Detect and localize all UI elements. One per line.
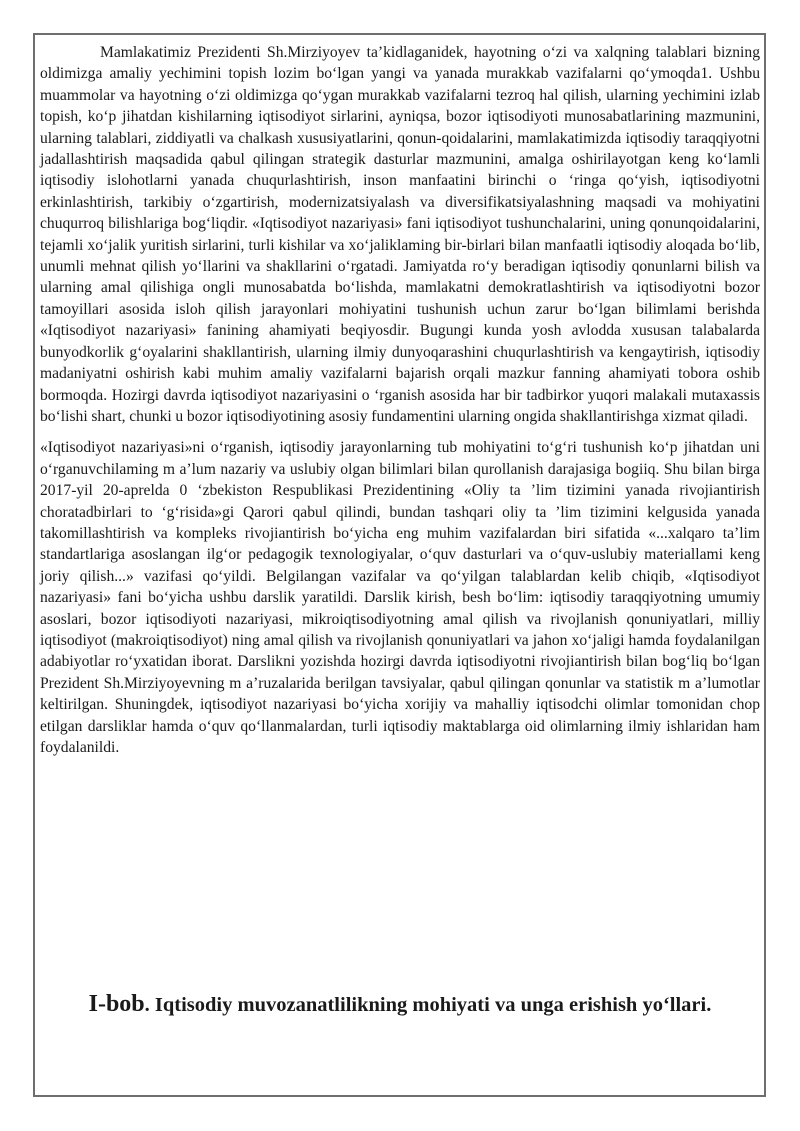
document-body [40, 42, 760, 758]
intro-paragraph: Mamlakatimiz Prezidenti Sh.Mirziyoyev ta’kidlaganidek, hayotning o‘zi va xalqning talablari bizning oldimizga amaliy yechimini topish lozim bo‘lgan yangi va yanada murakkab vazifalarni qo‘ymoqda1. Ushbu muammolar va hayotning o‘zi oldimizga qo‘ygan murakkab vazifalarni tezroq hal qilish, ularning yechimini izlab topish, ko‘p jihatdan kishilarning iqtisodiyot sirlarini, ayniqsa, bozor iqtisodiyoti munosabatlarining mazmunini, ularning talablari, ziddiyatli va chalkash xususiyatlarini, qonun-qoidalarini, mamlakatimizda iqtisodiy taraqqiyotni jadallashtirish maqsadida qabul qilingan strategik dasturlar mazmunini, amalga oshirilayotgan keng ko‘lamli iqtisodiy islohotlarni yanada chuqurlashtirish, inson manfaatini birinchi o ‘ringa qo‘yish, iqtisodiyotni erkinlashtirish, tarkibiy o‘zgartirish, modernizatsiyalash va diversifikatsiyalashning maqsadi va mohiyatini chuqurroq bilishlariga bog‘liqdir. «Iqtisodiyot nazariyasi» fani iqtisodiyot tushunchalarini, uning qonunqoidalarini, tejamli xo‘jalik yuritish sirlarini, turli kishilar va xo‘jaliklaming bir-birlari bilan manfaatli iqtisodiy aloqada bo‘lib, unumli mehnat qilish yo‘llarini va shakllarini o‘rgatadi. Jamiyatda ro‘y beradigan iqtisodiy qonunlarni bilish va ularning amal qilishiga ongli munosabatda bo‘lishda, mamlakatni demokratlashtirish va iqtisodiyotni bozor tamoyillari asosida isloh qilish jarayonlari mohiyatini tushunish uchun zarur bo‘lgan bilimlami berishda «Iqtisodiyot nazariyasi» fanining ahamiyati beqiyosdir. Bugungi kunda yosh avlodda xususan talabalarda bunyodkorlik g‘oyalarini shakllantirish, ularning ilmiy dunyoqarashini chuqurlashtirish va kengaytirish, iqtisodiy madaniyatni oshirish kabi muhim amaliy vazifalarni bajarish orqali mazkur fanning ahamiyati tobora oshib bormoqda. Hozirgi davrda iqtisodiyot nazariyasini o ‘rganish asosida har bir tadbirkor yuqori malakali mutaxassis bo‘lishi shart, chunki u bozor iqtisodiyotining asosiy fundamentini ularning ongida shakllantirishga xizmat qiladi. [40, 44, 760, 425]
chapter-title: . Iqtisodiy muvozanatlilikning mohiyati va unga erishish yo‘llari. [144, 994, 712, 1016]
chapter-label: I-bob [88, 991, 145, 1017]
textbook-overview-paragraph: «Iqtisodiyot nazariyasi»ni o‘rganish, iqtisodiy jarayonlarning tub mohiyatini to‘g‘ri tushunish ko‘p jihatdan uni o‘rganuvchilaming m a’lum nazariy va uslubiy olgan bilimlari bilan qurollanish darajasiga bogiiq. Shu bilan birga 2017-yil 20-aprelda 0 ‘zbekiston Respublikasi Prezidentining «Oliy ta ’lim tizimini yanada rivojiantirish choratadbirlari to ‘g‘risida»gi Qarori qabul qilindi, bundan tashqari oliy ta ’lim tizimini kelgusida yanada takomillashtirish va kompleks rivojiantirish bo‘yicha eng muhim vazifalardan biri sifatida «...xalqaro ta’lim standartlariga asoslangan ilg‘or pedagogik texnologiyalar, o‘quv dasturlari va o‘quv-uslubiy materiallami keng joriy qilish...» vazifasi qo‘yildi. Belgilangan vazifalar va qo‘yilgan talablardan kelib chiqib, «Iqtisodiyot nazariyasi» fani bo‘yicha ushbu darslik yaratildi. Darslik kirish, besh bo‘lim: iqtisodiy taraqqiyotning umumiy asoslari, bozor iqtisodiyoti nazariyasi, mikroiqtisodiyotning amal qilish va rivojlanish qonuniyatlari, milliy iqtisodiyot (makroiqtisodiyot) ning amal qilish va rivojlanish qonuniyatlari va jahon xo‘jaligi hamda foydalanilgan adabiyotlar ro‘yxatidan iborat. Darslikni yozishda hozirgi davrda iqtisodiyotni rivojiantirish bilan bog‘liq bo‘lgan Prezident Sh.Mirziyoyevning m a’ruzalarida berilgan tavsiyalar, qabul qilingan qonunlar va statistik m a’lumotlar keltirilgan. Shuningdek, iqtisodiyot nazariyasi bo‘yicha xorijiy va mahalliy iqtisodchi olimlar tomonidan chop etilgan darsliklar hamda o‘quv qo‘llanmalardan, turli iqtisodiy maktablarga oid olimlarning ilmiy ishlaridan ham foydalanildi. [40, 439, 760, 756]
chapter-heading [40, 990, 760, 1019]
